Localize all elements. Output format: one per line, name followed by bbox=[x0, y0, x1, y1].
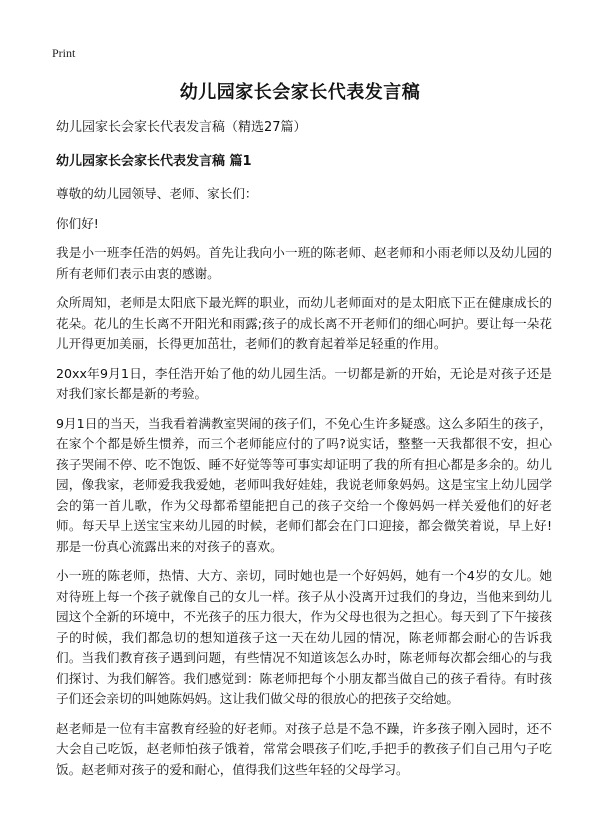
paragraph-greeting: 你们好! bbox=[56, 215, 99, 231]
print-link[interactable]: Print bbox=[52, 46, 76, 60]
section-heading: 幼儿园家长会家长代表发言稿 篇1 bbox=[56, 154, 252, 169]
paragraph-school-start: 20xx年9月1日，李任浩开始了他的幼儿园生活。一切都是新的开始，无论是对孩子还是对我们家长都是新的考验。 bbox=[56, 365, 552, 401]
document-subtitle: 幼儿园家长会家长代表发言稿（精选27篇） bbox=[56, 120, 307, 135]
paragraph-teacher-profession: 众所周知，老师是太阳底下最光辉的职业，而幼儿老师面对的是太阳底下正在健康成长的花朵。花儿的生长离不开阳光和雨露;孩子的成长离不开老师们的细心呵护。要让每一朵花儿开得更加美丽，长得更加茁壮，老师们的教育起着举足轻重的作用。 bbox=[56, 295, 552, 351]
document-title: 幼儿园家长会家长代表发言稿 bbox=[179, 82, 421, 103]
paragraph-salutation: 尊敬的幼儿园领导、老师、家长们： bbox=[56, 186, 258, 201]
paragraph-first-day: 9月1日的当天，当我看着满教室哭闹的孩子们，不免心生许多疑惑。这么多陌生的孩子，在家个个都是娇生惯养，而三个老师能应付的了吗?说实话，整整一天我都很不安，担心孩子哭闹不停、吃不饱饭、睡不好觉等等可事实却证明了我的所有担心都是多余的。幼儿园，像我家，老师爱我我爱她，老师叫我好娃娃，我说老师象妈妈。这是宝宝上幼儿园学会的第一首儿歌，作为父母都希望能把自己的孩子交给一个像妈妈一样关爱他们的好老师。每天早上送宝宝来幼儿园的时候，老师们都会在门口迎接，都会微笑着说，早上好!那是一份真心流露出来的对孩子的喜欢。 bbox=[56, 415, 552, 554]
document-body bbox=[56, 118, 552, 789]
paragraph-teacher-zhao: 赵老师是一位有丰富教育经验的好老师。对孩子总是不急不躁，许多孩子刚入园时，还不大会自己吃饭，赵老师怕孩子饿着，常常会喂孩子们吃,手把手的教孩子们自己用勺子吃饭。赵老师对孩子的爱和耐心，值得我们这些年轻的父母学习。 bbox=[56, 720, 552, 777]
paragraph-introduction: 我是小一班李任浩的妈妈。首先让我向小一班的陈老师、赵老师和小雨老师以及幼儿园的所有老师们表示由衷的感谢。 bbox=[56, 245, 552, 281]
paragraph-teacher-chen: 小一班的陈老师，热情、大方、亲切，同时她也是一个好妈妈，她有一个4岁的女儿。她对待班上每一个孩子就像自己的女儿一样。孩子从小没离开过我们的身边，当他来到幼儿园这个全新的环境中，不光孩子的压力很大，作为父母也很为之担心。每天到了下午接孩子的时候，我们都急切的想知道孩子这一天在幼儿园的情况，陈老师都会耐心的告诉我们。当我们教育孩子遇到问题，有些情况不知道该怎么办时，陈老师每次都会细心的与我们探讨、为我们解答。我们感觉到：陈老师把每个小朋友都当做自己的孩子看待。有时孩子们还会亲切的叫她陈妈妈。这让我们做父母的很放心的把孩子交给她。 bbox=[56, 568, 552, 706]
